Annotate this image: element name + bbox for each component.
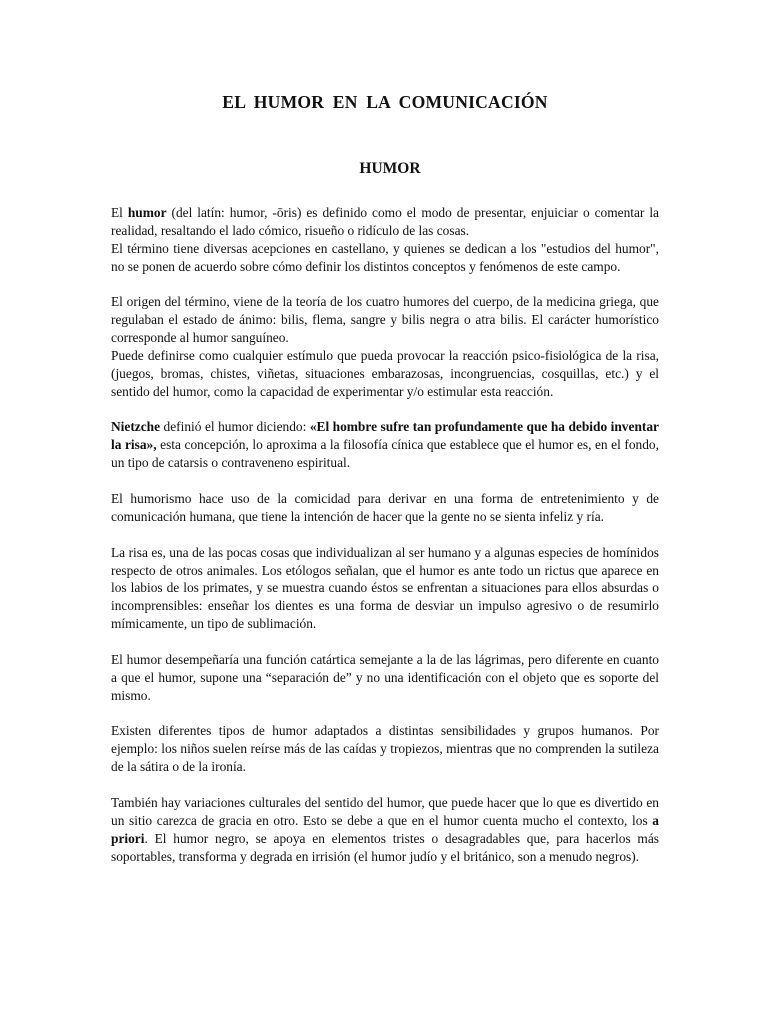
- bold-term-humor: humor: [127, 204, 167, 220]
- document-title: EL HUMOR EN LA COMUNICACIÓN: [222, 92, 548, 112]
- paragraph-7: Existen diferentes tipos de humor adaptados a distintas sensibilidades y grupos humanos. Por ejemplo: los niños suelen reírse más de las caídas y tropiezos, mientras que no comprenden la sutileza de la sátira o de la ironía.: [111, 723, 659, 775]
- paragraph-6: El humor desempeñaría una función catártica semejante a la de las lágrimas, pero diferente en cuanto a que el humor, supone una “separación de” y no una identificación con el objeto que es soporte del mismo.: [111, 651, 659, 703]
- section-heading: HUMOR: [359, 159, 421, 177]
- paragraph-1-line-2: El término tiene diversas acepciones en castellano, y quienes se dedican a los "estudios del humor", no se ponen de acuerdo sobre cómo definir los distintos conceptos y fenómenos de este campo.: [111, 240, 659, 274]
- text-run: . El humor negro, se apoya en elementos tristes o desagradables que, para hacerlos más soportables, transforma y degrada en irrisión (el humor judío y el británico, son a menudo negros).: [111, 830, 659, 864]
- paragraph-4: El humorismo hace uso de la comicidad para derivar en una forma de entretenimiento y de comunicación humana, que tiene la intención de hacer que la gente no se sienta infeliz y ría.: [111, 490, 659, 524]
- text-run: definió el humor diciendo:: [160, 419, 310, 435]
- text-run: esta concepción, lo aproxima a la filosofía cínica que establece que el humor es, en el fondo, un tipo de catarsis o contraveneno espiritual.: [111, 437, 659, 471]
- paragraph-3: [111, 418, 659, 472]
- paragraph-2: [111, 293, 659, 400]
- text-run: (del latín: humor, -ōris) es definido como el modo de presentar, enjuiciar o comentar la realidad, resaltando el lado cómico, risueño o ridículo de las cosas.: [111, 204, 659, 238]
- bold-quote: «El hombre sufre tan profundamente que ha debido inventar la risa»,: [111, 419, 659, 453]
- bold-author-name: Nietzche: [111, 419, 161, 435]
- paragraph-1-line-1: [111, 204, 659, 240]
- paragraph-2-line-2: Puede definirse como cualquier estímulo que pueda provocar la reacción psico-fisiológica de la risa, (juegos, bromas, chistes, viñetas, situaciones embarazosas, incongruencias, cosquillas, etc.) y el sentido del humor, como la capacidad de experimentar y/o estimular esta reacción.: [111, 347, 659, 399]
- text-run: El: [111, 204, 128, 220]
- text-run: También hay variaciones culturales del sentido del humor, que puede hacer que lo que es divertido en un sitio carezca de gracia en otro. Esto se debe a que en el humor cuenta mucho el contexto, los: [111, 794, 659, 828]
- paragraph-8: [111, 794, 659, 866]
- bold-term-a-priori: a priori: [111, 812, 659, 846]
- paragraph-5: La risa es, una de las pocas cosas que individualizan al ser humano y a algunas especies de homínidos respecto de otros animales. Los etólogos señalan, que el humor es ante todo un rictus que aparece en los labios de los primates, y se muestra cuando éstos se enfrentan a situaciones para ellos absurdas o incomprensibles: enseñar los dientes es una forma de desviar un impulso agresivo o de resumirlo mímicamente, un tipo de sublimación.: [111, 544, 659, 632]
- paragraph-1: [111, 204, 659, 276]
- document-body: [111, 204, 659, 866]
- paragraph-2-line-1: El origen del término, viene de la teoría de los cuatro humores del cuerpo, de la medicina griega, que regulaban el estado de ánimo: bilis, flema, sangre y bilis negra o atra bilis. El carácter humorístico corresponde al humor sanguíneo.: [111, 294, 659, 346]
